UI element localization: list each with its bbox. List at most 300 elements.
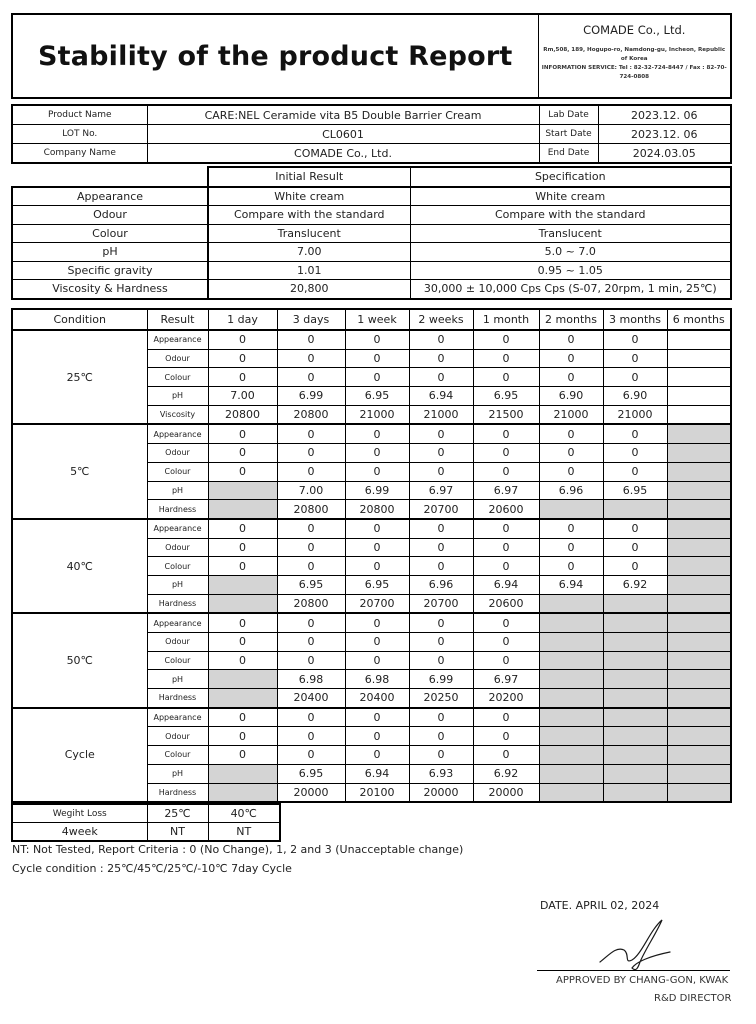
result-type-cell: Viscosity	[147, 405, 208, 424]
not-applicable-cell	[667, 462, 731, 481]
not-applicable-cell	[667, 613, 731, 632]
value-cell: 0	[208, 462, 277, 481]
value-cell: 6.99	[345, 481, 409, 500]
not-applicable-cell	[603, 670, 667, 689]
not-applicable-cell	[208, 764, 277, 783]
not-applicable-cell	[603, 746, 667, 765]
value-cell: 0	[539, 557, 603, 576]
value-cell: 6.99	[409, 670, 473, 689]
value-cell: 0	[409, 444, 473, 463]
stability-header-row	[12, 309, 731, 330]
weight-loss-table	[11, 803, 281, 842]
initial-spec: White cream	[410, 187, 731, 206]
value-cell: 20400	[277, 689, 345, 708]
initial-row	[12, 206, 731, 225]
value-cell: 6.90	[539, 387, 603, 406]
value-cell: 0	[208, 557, 277, 576]
value-cell: 0	[277, 727, 345, 746]
value-cell: 6.95	[603, 481, 667, 500]
table-row	[12, 424, 731, 443]
value-cell: 6.98	[345, 670, 409, 689]
value-cell: 0	[345, 651, 409, 670]
value-cell: 6.94	[473, 575, 539, 594]
initial-spec: 30,000 ± 10,000 Cps Cps (S-07, 20rpm, 1 min, 25℃)	[410, 280, 731, 299]
initial-blank-corner	[12, 167, 208, 187]
value-cell: 0	[345, 519, 409, 538]
report-title: Stability of the product Report	[12, 14, 538, 98]
not-applicable-cell	[539, 613, 603, 632]
value-cell: 20000	[277, 783, 345, 802]
stability-header-cell: 2 months	[539, 309, 603, 330]
not-applicable-cell	[667, 708, 731, 727]
result-type-cell: Appearance	[147, 424, 208, 443]
not-applicable-cell	[208, 575, 277, 594]
value-cell: 0	[277, 424, 345, 443]
result-type-cell: Appearance	[147, 519, 208, 538]
value-cell: 0	[473, 557, 539, 576]
value-cell: 0	[603, 444, 667, 463]
value-cell: 0	[473, 727, 539, 746]
value-cell: 0	[473, 424, 539, 443]
value-cell: 0	[409, 538, 473, 557]
value-cell	[667, 368, 731, 387]
value-cell: 0	[277, 613, 345, 632]
result-type-cell: Hardness	[147, 783, 208, 802]
result-type-cell: Colour	[147, 462, 208, 481]
result-type-cell: pH	[147, 387, 208, 406]
stability-header-cell: 1 month	[473, 309, 539, 330]
value-cell: 6.95	[473, 387, 539, 406]
not-applicable-cell	[208, 670, 277, 689]
value-cell: 0	[345, 746, 409, 765]
value-cell: 0	[409, 330, 473, 349]
stability-header-cell: 1 day	[208, 309, 277, 330]
specification-header: Specification	[410, 167, 731, 187]
not-applicable-cell	[603, 500, 667, 519]
lab-date: 2023.12. 06	[598, 105, 731, 125]
not-applicable-cell	[539, 594, 603, 613]
not-applicable-cell	[667, 594, 731, 613]
value-cell: 0	[277, 519, 345, 538]
result-type-cell: Colour	[147, 368, 208, 387]
value-cell: 0	[345, 349, 409, 368]
not-applicable-cell	[603, 594, 667, 613]
end-date: 2024.03.05	[598, 144, 731, 164]
result-type-cell: pH	[147, 481, 208, 500]
stability-header-cell: 2 weeks	[409, 309, 473, 330]
value-cell: 0	[345, 727, 409, 746]
value-cell: 0	[208, 330, 277, 349]
value-cell: 0	[473, 538, 539, 557]
value-cell: 20400	[345, 689, 409, 708]
condition-cell: Cycle	[12, 708, 147, 802]
company-address: Rm,508, 189, Hogupo-ro, Namdong-gu, Incheon, Republic of Korea	[543, 47, 726, 62]
table-row	[12, 330, 731, 349]
value-cell: 6.95	[345, 575, 409, 594]
value-cell: 0	[539, 424, 603, 443]
value-cell: 0	[208, 613, 277, 632]
value-cell: 0	[409, 613, 473, 632]
weight-loss-label: Wegiht Loss	[12, 804, 147, 823]
initial-spec: 5.0 ~ 7.0	[410, 243, 731, 262]
value-cell: 0	[345, 538, 409, 557]
initial-row	[12, 187, 731, 206]
initial-result: 1.01	[208, 261, 410, 280]
initial-spec: 0.95 ~ 1.05	[410, 261, 731, 280]
value-cell: 6.95	[277, 764, 345, 783]
not-applicable-cell	[603, 708, 667, 727]
value-cell: 0	[208, 651, 277, 670]
not-applicable-cell	[539, 746, 603, 765]
value-cell: 0	[277, 633, 345, 652]
value-cell: 6.97	[409, 481, 473, 500]
not-applicable-cell	[603, 783, 667, 802]
value-cell: 0	[409, 424, 473, 443]
initial-item: Viscosity & Hardness	[12, 280, 208, 299]
initial-spec: Translucent	[410, 224, 731, 243]
value-cell: 0	[473, 613, 539, 632]
value-cell: 20000	[473, 783, 539, 802]
weight-loss-col-25: 25℃	[147, 804, 208, 823]
value-cell: 0	[345, 633, 409, 652]
not-applicable-cell	[667, 538, 731, 557]
approved-by: APPROVED BY CHANG-GON, KWAK	[556, 975, 729, 986]
not-applicable-cell	[208, 594, 277, 613]
initial-row	[12, 280, 731, 299]
value-cell: 0	[345, 708, 409, 727]
value-cell: 0	[208, 746, 277, 765]
value-cell: 0	[473, 349, 539, 368]
stability-header-cell: 3 days	[277, 309, 345, 330]
stability-header-cell: 1 week	[345, 309, 409, 330]
initial-item: Colour	[12, 224, 208, 243]
lot-label: LOT No.	[12, 125, 147, 144]
value-cell: 6.90	[603, 387, 667, 406]
initial-item: pH	[12, 243, 208, 262]
table-row	[12, 613, 731, 632]
value-cell: 0	[409, 746, 473, 765]
value-cell: 0	[208, 368, 277, 387]
stability-header-cell: Result	[147, 309, 208, 330]
value-cell: 20600	[473, 594, 539, 613]
not-applicable-cell	[667, 424, 731, 443]
approver-title: R&D DIRECTOR	[654, 993, 732, 1004]
value-cell: 0	[345, 424, 409, 443]
value-cell: 6.96	[539, 481, 603, 500]
weight-loss-col-40: 40℃	[208, 804, 280, 823]
value-cell: 20800	[277, 500, 345, 519]
value-cell: 6.93	[409, 764, 473, 783]
value-cell: 21500	[473, 405, 539, 424]
value-cell: 0	[603, 424, 667, 443]
value-cell: 20800	[345, 500, 409, 519]
value-cell: 0	[409, 368, 473, 387]
value-cell: 6.92	[473, 764, 539, 783]
initial-row	[12, 224, 731, 243]
value-cell: 0	[539, 368, 603, 387]
not-applicable-cell	[603, 633, 667, 652]
value-cell: 6.94	[345, 764, 409, 783]
value-cell: 20000	[409, 783, 473, 802]
value-cell: 0	[539, 444, 603, 463]
lot-number: CL0601	[147, 125, 539, 144]
end-date-label: End Date	[539, 144, 598, 164]
value-cell: 0	[473, 462, 539, 481]
value-cell: 0	[208, 727, 277, 746]
not-applicable-cell	[667, 746, 731, 765]
initial-result-header: Initial Result	[208, 167, 410, 187]
value-cell: 20250	[409, 689, 473, 708]
value-cell: 0	[473, 519, 539, 538]
value-cell: 0	[409, 519, 473, 538]
value-cell: 7.00	[277, 481, 345, 500]
value-cell: 0	[603, 349, 667, 368]
stability-table	[11, 308, 732, 803]
company-block	[538, 14, 731, 98]
value-cell: 0	[473, 444, 539, 463]
result-type-cell: Hardness	[147, 594, 208, 613]
value-cell: 20800	[277, 594, 345, 613]
initial-result: Translucent	[208, 224, 410, 243]
value-cell: 6.92	[603, 575, 667, 594]
result-type-cell: Appearance	[147, 330, 208, 349]
value-cell: 0	[409, 633, 473, 652]
initial-results-table	[11, 166, 732, 300]
not-applicable-cell	[539, 689, 603, 708]
initial-result: Compare with the standard	[208, 206, 410, 225]
value-cell: 20100	[345, 783, 409, 802]
value-cell: 0	[539, 519, 603, 538]
value-cell: 0	[409, 557, 473, 576]
not-applicable-cell	[667, 519, 731, 538]
initial-item: Odour	[12, 206, 208, 225]
condition-cell: 25℃	[12, 330, 147, 424]
value-cell: 0	[345, 444, 409, 463]
value-cell: 20800	[208, 405, 277, 424]
company-name: COMADE Co., Ltd.	[583, 23, 686, 37]
value-cell: 6.96	[409, 575, 473, 594]
not-applicable-cell	[667, 500, 731, 519]
value-cell: 0	[473, 651, 539, 670]
report-header	[11, 13, 732, 99]
value-cell: 6.94	[539, 575, 603, 594]
company-value: COMADE Co., Ltd.	[147, 144, 539, 164]
not-applicable-cell	[667, 557, 731, 576]
stability-header-cell: 3 months	[603, 309, 667, 330]
lab-date-label: Lab Date	[539, 105, 598, 125]
company-service: INFORMATION SERVICE: Tel : 82-32-724-8447 / Fax : 82-70-724-0808	[541, 65, 727, 80]
condition-cell: 40℃	[12, 519, 147, 613]
weight-loss-val-25: NT	[147, 823, 208, 842]
company-label: Company Name	[12, 144, 147, 164]
not-applicable-cell	[667, 444, 731, 463]
value-cell: 0	[208, 519, 277, 538]
result-type-cell: Odour	[147, 538, 208, 557]
initial-result: 20,800	[208, 280, 410, 299]
not-applicable-cell	[539, 670, 603, 689]
value-cell: 0	[473, 633, 539, 652]
initial-row	[12, 243, 731, 262]
value-cell: 6.99	[277, 387, 345, 406]
not-applicable-cell	[667, 651, 731, 670]
not-applicable-cell	[208, 500, 277, 519]
value-cell: 0	[603, 330, 667, 349]
value-cell: 0	[409, 462, 473, 481]
initial-item: Appearance	[12, 187, 208, 206]
value-cell: 0	[409, 727, 473, 746]
criteria-note: NT: Not Tested, Report Criteria : 0 (No Change), 1, 2 and 3 (Unacceptable change)	[12, 843, 464, 856]
condition-cell: 5℃	[12, 424, 147, 518]
result-type-cell: Odour	[147, 727, 208, 746]
value-cell: 0	[345, 557, 409, 576]
value-cell: 0	[539, 349, 603, 368]
result-type-cell: pH	[147, 764, 208, 783]
value-cell: 0	[277, 444, 345, 463]
not-applicable-cell	[667, 764, 731, 783]
value-cell: 21000	[603, 405, 667, 424]
not-applicable-cell	[539, 764, 603, 783]
value-cell: 0	[539, 330, 603, 349]
product-name: CARE:NEL Ceramide vita B5 Double Barrier Cream	[147, 105, 539, 125]
value-cell: 20700	[409, 594, 473, 613]
value-cell: 0	[345, 368, 409, 387]
value-cell: 20700	[345, 594, 409, 613]
table-row	[12, 519, 731, 538]
not-applicable-cell	[667, 670, 731, 689]
value-cell: 21000	[345, 405, 409, 424]
value-cell: 6.95	[277, 575, 345, 594]
value-cell: 0	[208, 708, 277, 727]
value-cell: 6.94	[409, 387, 473, 406]
value-cell: 0	[277, 349, 345, 368]
product-name-label: Product Name	[12, 105, 147, 125]
not-applicable-cell	[603, 651, 667, 670]
initial-spec: Compare with the standard	[410, 206, 731, 225]
value-cell: 0	[277, 330, 345, 349]
value-cell: 0	[277, 746, 345, 765]
not-applicable-cell	[539, 633, 603, 652]
value-cell: 0	[277, 462, 345, 481]
value-cell: 20600	[473, 500, 539, 519]
value-cell: 6.97	[473, 481, 539, 500]
value-cell: 0	[208, 424, 277, 443]
value-cell	[667, 387, 731, 406]
stability-header-cell: 6 months	[667, 309, 731, 330]
not-applicable-cell	[208, 783, 277, 802]
result-type-cell: Odour	[147, 349, 208, 368]
result-type-cell: pH	[147, 575, 208, 594]
result-type-cell: Appearance	[147, 613, 208, 632]
signature-line	[537, 970, 730, 971]
result-type-cell: pH	[147, 670, 208, 689]
not-applicable-cell	[539, 727, 603, 746]
initial-result: White cream	[208, 187, 410, 206]
value-cell: 0	[473, 330, 539, 349]
result-type-cell: Colour	[147, 651, 208, 670]
not-applicable-cell	[603, 764, 667, 783]
not-applicable-cell	[603, 613, 667, 632]
result-type-cell: Hardness	[147, 500, 208, 519]
value-cell: 21000	[409, 405, 473, 424]
value-cell: 0	[473, 368, 539, 387]
not-applicable-cell	[539, 783, 603, 802]
value-cell: 0	[539, 538, 603, 557]
value-cell: 6.95	[345, 387, 409, 406]
value-cell: 6.97	[473, 670, 539, 689]
not-applicable-cell	[539, 500, 603, 519]
value-cell: 0	[277, 651, 345, 670]
table-row	[12, 708, 731, 727]
not-applicable-cell	[667, 481, 731, 500]
initial-row	[12, 261, 731, 280]
result-type-cell: Hardness	[147, 689, 208, 708]
stability-header-cell: Condition	[12, 309, 147, 330]
not-applicable-cell	[667, 783, 731, 802]
value-cell: 0	[208, 538, 277, 557]
weight-loss-val-40: NT	[208, 823, 280, 842]
value-cell: 0	[473, 746, 539, 765]
result-type-cell: Colour	[147, 746, 208, 765]
initial-item: Specific gravity	[12, 261, 208, 280]
not-applicable-cell	[208, 689, 277, 708]
not-applicable-cell	[667, 727, 731, 746]
value-cell: 0	[208, 349, 277, 368]
result-type-cell: Colour	[147, 557, 208, 576]
product-info-table	[11, 104, 732, 164]
value-cell: 0	[603, 557, 667, 576]
value-cell: 0	[409, 349, 473, 368]
cycle-condition-note: Cycle condition : 25℃/45℃/25℃/-10℃ 7day Cycle	[12, 862, 292, 875]
value-cell: 20200	[473, 689, 539, 708]
report-date: DATE. APRIL 02, 2024	[540, 899, 660, 912]
not-applicable-cell	[603, 689, 667, 708]
not-applicable-cell	[603, 727, 667, 746]
not-applicable-cell	[667, 575, 731, 594]
value-cell: 0	[603, 462, 667, 481]
weight-loss-period: 4week	[12, 823, 147, 842]
value-cell	[667, 349, 731, 368]
not-applicable-cell	[667, 689, 731, 708]
start-date-label: Start Date	[539, 125, 598, 144]
not-applicable-cell	[539, 708, 603, 727]
result-type-cell: Odour	[147, 633, 208, 652]
signature-icon	[594, 916, 674, 976]
value-cell	[667, 405, 731, 424]
value-cell: 0	[277, 557, 345, 576]
start-date: 2023.12. 06	[598, 125, 731, 144]
value-cell: 0	[603, 519, 667, 538]
value-cell: 0	[539, 462, 603, 481]
initial-result: 7.00	[208, 243, 410, 262]
value-cell: 7.00	[208, 387, 277, 406]
value-cell: 0	[345, 613, 409, 632]
result-type-cell: Appearance	[147, 708, 208, 727]
value-cell: 0	[345, 462, 409, 481]
value-cell: 0	[208, 444, 277, 463]
value-cell: 0	[409, 651, 473, 670]
value-cell: 0	[208, 633, 277, 652]
value-cell: 0	[603, 368, 667, 387]
not-applicable-cell	[667, 633, 731, 652]
not-applicable-cell	[208, 481, 277, 500]
value-cell: 21000	[539, 405, 603, 424]
value-cell: 0	[277, 538, 345, 557]
not-applicable-cell	[539, 651, 603, 670]
value-cell: 0	[277, 368, 345, 387]
value-cell: 0	[277, 708, 345, 727]
value-cell	[667, 330, 731, 349]
condition-cell: 50℃	[12, 613, 147, 707]
